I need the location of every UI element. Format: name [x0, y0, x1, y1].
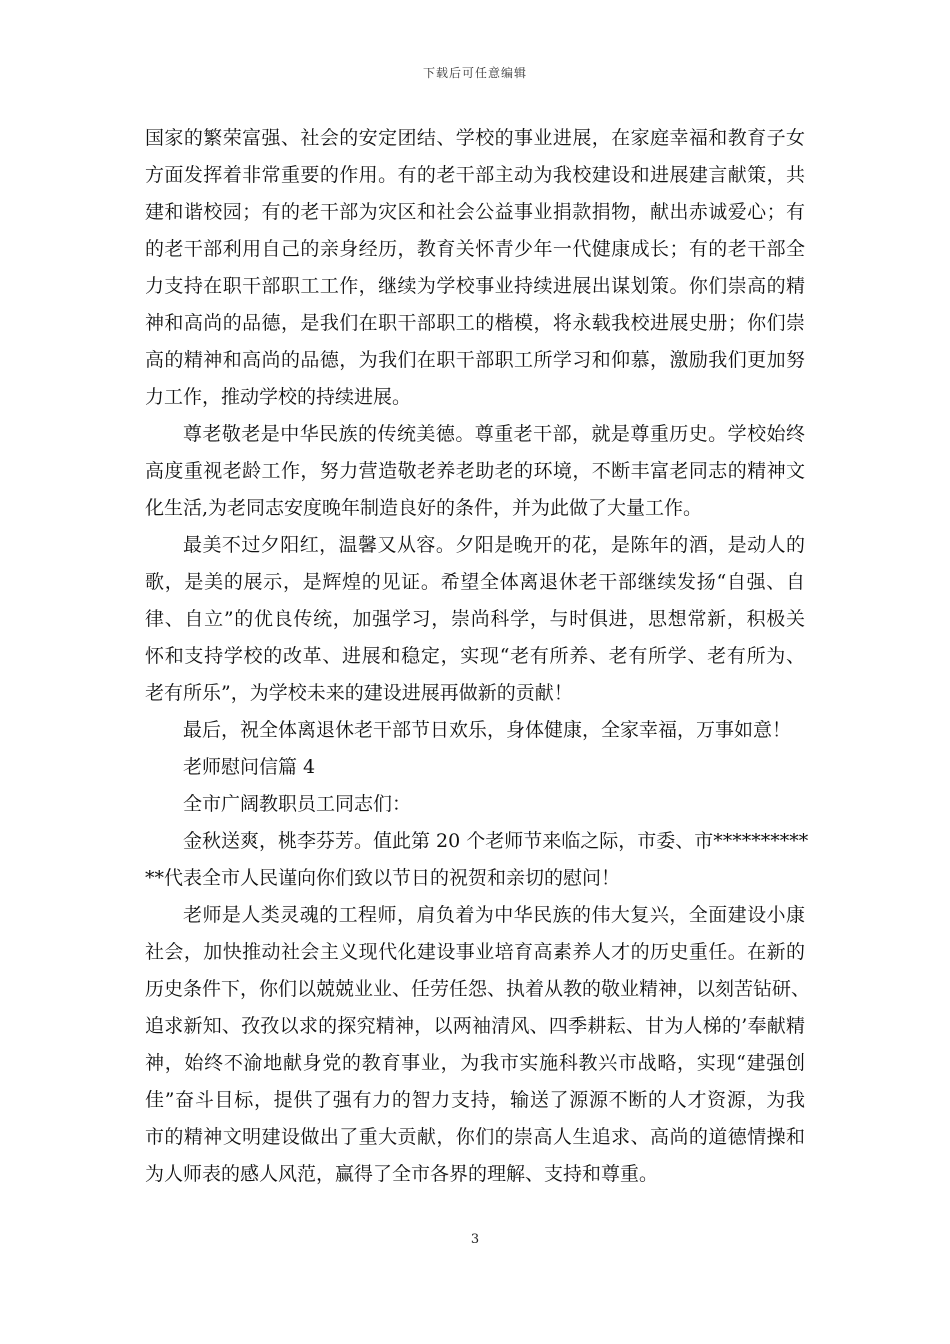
text-line: 市的精神文明建设做出了重大贡献，你们的崇高人生追求、高尚的道德情操和: [145, 1126, 805, 1148]
text-line: 力工作，推动学校的持续进展。: [145, 386, 412, 408]
text-line: 全市广阔教职员工同志们：: [183, 793, 412, 815]
text-line: 最后，祝全体离退休老干部节日欢乐，身体健康，全家幸福，万事如意！: [183, 719, 792, 741]
text-line: 社会，加快推动社会主义现代化建设事业培育高素养人才的历史重任。在新的: [145, 941, 805, 963]
text-line: 尊老敬老是中华民族的传统美德。尊重老干部，就是尊重历史。学校始终: [183, 423, 805, 445]
text-line: 最美不过夕阳红，温馨又从容。夕阳是晚开的花，是陈年的酒，是动人的: [183, 534, 805, 556]
text-line: 老有所乐”，为学校未来的建设进展再做新的贡献！: [145, 682, 573, 704]
text-line: 神和高尚的品德，是我们在职干部职工的楷模，将永载我校进展史册；你们崇: [145, 312, 805, 334]
text-line: 建和谐校园；有的老干部为灾区和社会公益事业捐款捐物，献出赤诚爱心；有: [145, 201, 805, 223]
text-line: 老师慰问信篇 4: [183, 756, 316, 778]
text-line: 神，始终不渝地献身党的教育事业，为我市实施科教兴市战略，实现“建强创: [145, 1052, 805, 1074]
text-line: 追求新知、孜孜以求的探究精神，以两袖清风、四季耕耘、甘为人梯的’奉献精: [145, 1015, 805, 1037]
document-body: [145, 120, 811, 1193]
text-line: 高度重视老龄工作，努力营造敬老养老助老的环境，不断丰富老同志的精神文: [145, 460, 805, 482]
text-line: 化生活,为老同志安度晚年制造良好的条件，并为此做了大量工作。: [145, 497, 703, 519]
text-line: 方面发挥着非常重要的作用。有的老干部主动为我校建设和进展建言献策，共: [145, 164, 805, 186]
text-line: 历史条件下，你们以兢兢业业、任劳任怨、执着从教的敬业精神，以刻苦钻研、: [145, 978, 811, 1000]
page-number: 3: [470, 1232, 480, 1247]
text-line: 老师是人类灵魂的工程师，肩负着为中华民族的伟大复兴，全面建设小康: [183, 904, 805, 926]
text-line: **代表全市人民谨向你们致以节日的祝贺和亲切的慰问！: [145, 867, 621, 889]
text-line: 佳”奋斗目标，提供了强有力的智力支持，输送了源源不断的人才资源，为我: [145, 1089, 805, 1111]
page-header: 下载后可任意编辑: [422, 66, 527, 80]
text-line: 歌，是美的展示，是辉煌的见证。希望全体离退休老干部继续发扬“自强、自: [145, 571, 805, 593]
text-line: 力支持在职干部职工工作，继续为学校事业持续进展出谋划策。你们崇高的精: [145, 275, 805, 297]
text-line: 的老干部利用自己的亲身经历，教育关怀青少年一代健康成长；有的老干部全: [145, 238, 805, 260]
text-line: 金秋送爽，桃李芬芳。值此第 20 个老师节来临之际，市委、市**********: [183, 830, 809, 852]
text-line: 高的精神和高尚的品德，为我们在职干部职工所学习和仰慕，激励我们更加努: [145, 349, 805, 371]
text-line: 国家的繁荣富强、社会的安定团结、学校的事业进展，在家庭幸福和教育子女: [145, 127, 805, 149]
text-line: 为人师表的感人风范，赢得了全市各界的理解、支持和尊重。: [145, 1163, 659, 1185]
text-line: 怀和支持学校的改革、进展和稳定，实现“老有所养、老有所学、老有所为、: [145, 645, 805, 667]
text-line: 律、自立”的优良传统，加强学习，崇尚科学，与时俱进，思想常新，积极关: [145, 608, 805, 630]
